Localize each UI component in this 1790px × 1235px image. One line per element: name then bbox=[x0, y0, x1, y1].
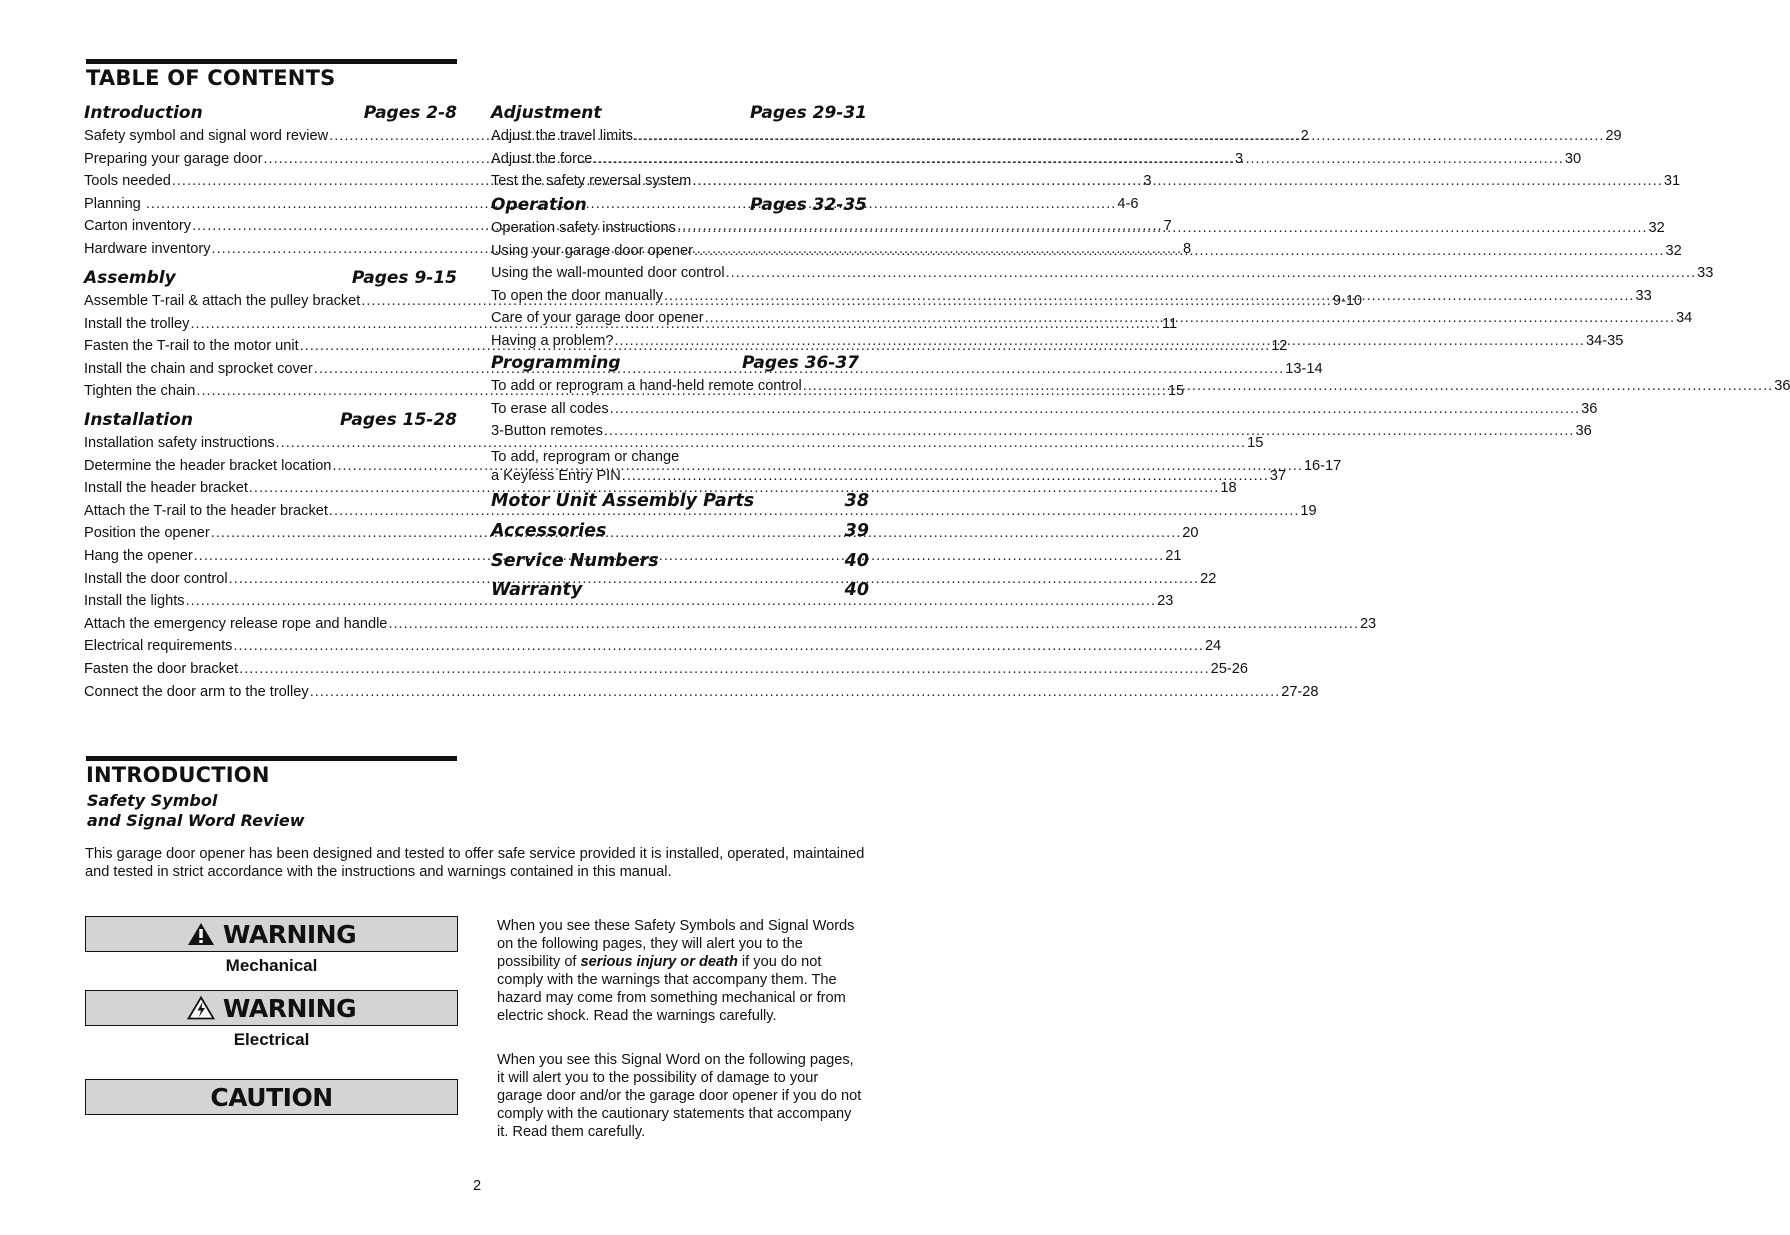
toc-entry-page: 27-28 bbox=[1281, 683, 1319, 700]
toc-entry-page: 19 bbox=[1300, 502, 1317, 519]
warning-word: WARNING bbox=[222, 919, 357, 949]
intro-paragraph: This garage door opener has been designed and tested to offer safe service provided it is installed, operated, maintained and tested in strict accordance with the instructions and warnings contained in this manual. bbox=[85, 846, 865, 880]
toc-section-title: Programming bbox=[491, 353, 621, 373]
toc-entry-text: Attach the T-rail to the header bracket bbox=[84, 502, 328, 519]
toc-major-item-page: 38 bbox=[844, 491, 869, 511]
dot-leader bbox=[615, 333, 1586, 349]
dot-leader bbox=[803, 378, 1774, 394]
dot-leader bbox=[692, 173, 1663, 189]
toc-entry-page: 9-10 bbox=[1332, 293, 1363, 309]
toc-entry-page: 25-26 bbox=[1210, 661, 1248, 677]
lightning-triangle-icon bbox=[187, 996, 215, 1020]
intro-subtitle bbox=[87, 791, 305, 831]
toc-entry-keyless-pin[interactable]: To add, reprogram or change a Keyless Entry PIN ................................................................................................................................ 37 bbox=[491, 449, 1287, 484]
dot-leader bbox=[677, 220, 1648, 236]
toc-entry-text: Determine the header bracket location bbox=[84, 457, 332, 474]
toc-major-item[interactable] bbox=[491, 551, 869, 575]
dot-leader bbox=[310, 684, 1281, 700]
toc-entry[interactable] bbox=[491, 220, 1665, 240]
toc-major-item-title: Warranty bbox=[491, 580, 583, 600]
toc-entry-text: Preparing your garage door bbox=[84, 150, 263, 167]
toc-entry-page: 36 bbox=[1774, 378, 1790, 394]
toc-entry-page: 16-17 bbox=[1303, 457, 1342, 474]
toc-section-pages: Pages 29-31 bbox=[750, 103, 867, 123]
toc-entry-page: 32 bbox=[1665, 242, 1682, 259]
toc-section-pages: Pages 36-37 bbox=[742, 353, 859, 373]
toc-entry-page: 7 bbox=[1163, 218, 1172, 235]
toc-entry-page: 36 bbox=[1581, 400, 1598, 417]
toc-major-item-page: 40 bbox=[844, 580, 869, 600]
dot-leader bbox=[664, 288, 1635, 304]
dot-leader bbox=[694, 243, 1665, 259]
toc-entry-page: 33 bbox=[1697, 265, 1714, 282]
dot-leader bbox=[239, 661, 1210, 677]
toc-entry-line1: To add, reprogram or change bbox=[491, 449, 680, 465]
toc-entry[interactable] bbox=[84, 661, 1248, 681]
toc-entry-text: Hardware inventory bbox=[84, 241, 211, 257]
dot-leader bbox=[705, 310, 1676, 326]
toc-entry-page: 24 bbox=[1204, 638, 1222, 655]
toc-entry-text: Using the wall-mounted door control bbox=[491, 265, 725, 282]
dot-leader bbox=[388, 616, 1359, 632]
toc-major-item[interactable] bbox=[491, 580, 869, 604]
toc-section-pages: Pages 32-35 bbox=[750, 195, 867, 215]
toc-entry-text: Hang the opener bbox=[84, 548, 193, 564]
toc-entry-page: 30 bbox=[1564, 150, 1582, 167]
warning-electrical-box bbox=[85, 990, 458, 1026]
toc-entry-text: Install the door control bbox=[84, 570, 228, 587]
toc-entry-page: 23 bbox=[1359, 615, 1377, 632]
toc-entry-text: Having a problem? bbox=[491, 333, 614, 349]
toc-entry-text: Operation safety instructions bbox=[491, 220, 676, 236]
toc-entry-page: 36 bbox=[1575, 423, 1592, 440]
toc-section-heading bbox=[84, 410, 457, 432]
toc-major-item[interactable] bbox=[491, 521, 869, 545]
warning-word: WARNING bbox=[222, 993, 357, 1023]
toc-entry-text: Attach the emergency release rope and handle bbox=[84, 615, 388, 632]
intro-title: INTRODUCTION bbox=[86, 763, 270, 787]
toc-section-title: Installation bbox=[84, 410, 194, 430]
toc-entry-text: Using your garage door opener bbox=[491, 242, 694, 259]
toc-entry-page: 22 bbox=[1200, 570, 1217, 587]
warning-explanation bbox=[497, 917, 865, 1025]
toc-entry-page: 8 bbox=[1183, 241, 1192, 257]
toc-section-heading bbox=[491, 195, 867, 217]
toc-entry-page: 34 bbox=[1676, 310, 1693, 327]
caution-explanation: When you see this Signal Word on the following pages, it will alert you to the possibility of damage to your garage door and/or the garage door opener if you do not comply with the cautionary statements that accompany it. Read them carefully. bbox=[497, 1052, 862, 1140]
toc-entry[interactable] bbox=[491, 150, 1582, 171]
warning-explanation-text: When you see these Safety Symbols and Signal Words on the following pages, they will alert you to the possibility of bbox=[497, 918, 855, 970]
toc-major-item-title: Motor Unit Assembly Parts bbox=[491, 491, 755, 511]
dot-leader bbox=[726, 265, 1697, 281]
toc-entry-page: 37 bbox=[1269, 468, 1287, 484]
toc-section-heading bbox=[84, 103, 457, 125]
toc-major-item-page: 40 bbox=[844, 551, 869, 571]
toc-entry-page: 12 bbox=[1271, 338, 1288, 355]
toc-entry-page: 29 bbox=[1605, 128, 1622, 144]
toc-entry-page: 21 bbox=[1165, 548, 1182, 564]
intro-subtitle-line1: Safety Symbol bbox=[87, 791, 218, 810]
intro-top-rule bbox=[86, 756, 457, 761]
toc-entry-text: Planning bbox=[84, 195, 145, 212]
toc-entry-page: 4-6 bbox=[1117, 195, 1139, 212]
toc-entry-page: 13-14 bbox=[1285, 360, 1323, 377]
dot-leader bbox=[604, 423, 1575, 439]
toc-entry-text: Tighten the chain bbox=[84, 383, 196, 400]
toc-entry[interactable] bbox=[491, 128, 1622, 148]
toc-entry-page: 20 bbox=[1182, 525, 1199, 542]
toc-entry[interactable] bbox=[84, 593, 1174, 613]
toc-section-pages: Pages 2-8 bbox=[363, 103, 457, 123]
toc-entry-page: 18 bbox=[1220, 480, 1237, 497]
warning-mechanical-caption: Mechanical bbox=[225, 956, 318, 975]
toc-entry-text: Electrical requirements bbox=[84, 638, 233, 655]
toc-entry-text: Care of your garage door opener bbox=[491, 310, 704, 327]
toc-entry[interactable] bbox=[84, 435, 1264, 455]
toc-entry-text: Fasten the door bracket bbox=[84, 661, 239, 677]
toc-entry-text: Install the lights bbox=[84, 593, 185, 610]
toc-entry[interactable] bbox=[84, 615, 1377, 636]
toc-entry-text: Install the header bracket bbox=[84, 480, 248, 497]
toc-entry[interactable] bbox=[84, 683, 1319, 704]
toc-section-pages: Pages 15-28 bbox=[340, 410, 457, 430]
toc-entry-page: 2 bbox=[1300, 128, 1309, 144]
toc-section-title: Assembly bbox=[84, 268, 176, 288]
toc-entry-text: Adjust the travel limits bbox=[491, 128, 633, 144]
toc-entry[interactable] bbox=[491, 400, 1598, 421]
toc-entry-page: 15 bbox=[1247, 435, 1264, 451]
toc-section-heading bbox=[491, 353, 859, 375]
toc-section-title: Adjustment bbox=[491, 103, 602, 123]
toc-entry-page: 33 bbox=[1635, 287, 1652, 304]
toc-entry-text: Adjust the force bbox=[491, 150, 593, 167]
toc-entry-text: To open the door manually bbox=[491, 287, 663, 304]
toc-section-title: Introduction bbox=[84, 103, 203, 123]
toc-entry-text: Installation safety instructions bbox=[84, 435, 275, 451]
toc-entry[interactable] bbox=[491, 265, 1714, 285]
toc-entry-text: Test the safety reversal system bbox=[491, 173, 692, 190]
toc-entry-text: 3-Button remotes bbox=[491, 423, 603, 440]
toc-entry-text: Install the trolley bbox=[84, 315, 190, 332]
toc-section-title: Operation bbox=[491, 195, 587, 215]
toc-entry-text: Connect the door arm to the trolley bbox=[84, 683, 309, 700]
toc-entry-page: 23 bbox=[1157, 593, 1174, 610]
toc-entry-text: To add or reprogram a hand-held remote control bbox=[491, 378, 802, 394]
toc-major-item-title: Accessories bbox=[491, 521, 607, 541]
warning-explanation-text-end: if you do not comply with the warnings that accompany them. The hazard may come from something mechanical or from electric shock. Read the warnings carefully. bbox=[497, 954, 846, 1024]
toc-entry[interactable] bbox=[491, 242, 1682, 263]
toc-entry-page: 3 bbox=[1234, 150, 1244, 167]
toc-entry-page: 11 bbox=[1161, 315, 1178, 332]
toc-entry[interactable] bbox=[84, 502, 1317, 523]
warning-electrical-caption: Electrical bbox=[233, 1030, 310, 1049]
intro-subtitle-line2: and Signal Word Review bbox=[87, 811, 305, 830]
toc-entry-page: 32 bbox=[1648, 220, 1665, 236]
toc-major-item[interactable] bbox=[491, 491, 869, 515]
toc-entry-text: Install the chain and sprocket cover bbox=[84, 360, 313, 377]
dot-leader bbox=[610, 401, 1581, 417]
exclamation-triangle-icon bbox=[187, 922, 215, 946]
toc-major-item-title: Service Numbers bbox=[491, 551, 659, 571]
toc-entry-page: 15 bbox=[1167, 383, 1185, 400]
toc-section-heading bbox=[491, 103, 867, 125]
toc-entry-text: Safety symbol and signal word review bbox=[84, 128, 329, 144]
toc-entry-page: 34-35 bbox=[1586, 333, 1624, 349]
toc-entry-text: Tools needed bbox=[84, 173, 171, 190]
toc-major-item-page: 39 bbox=[844, 521, 869, 541]
warning-mechanical-box bbox=[85, 916, 458, 952]
page-number: 2 bbox=[472, 1178, 482, 1194]
dot-leader bbox=[593, 151, 1564, 167]
toc-entry[interactable] bbox=[84, 480, 1237, 500]
caution-box bbox=[85, 1079, 458, 1115]
toc-title: TABLE OF CONTENTS bbox=[86, 66, 336, 90]
toc-entry-text: Assemble T-rail & attach the pulley bracket bbox=[84, 293, 361, 309]
toc-section-pages: Pages 9-15 bbox=[351, 268, 457, 288]
toc-entry[interactable] bbox=[491, 173, 1681, 193]
toc-entry-page: 3 bbox=[1143, 173, 1152, 190]
warning-explanation-emphasis: serious injury or death bbox=[580, 954, 738, 970]
toc-entry-text: Carton inventory bbox=[84, 218, 192, 235]
toc-section-heading bbox=[84, 268, 457, 290]
toc-entry-line2: a Keyless Entry PIN bbox=[491, 468, 621, 484]
toc-entry-text: Position the opener bbox=[84, 525, 210, 542]
dot-leader bbox=[634, 128, 1605, 144]
dot-leader bbox=[233, 638, 1204, 654]
toc-entry[interactable] bbox=[84, 638, 1222, 658]
toc-entry-text: Fasten the T-rail to the motor unit bbox=[84, 338, 299, 355]
toc-entry-page: 31 bbox=[1663, 173, 1681, 190]
toc-top-rule bbox=[86, 59, 457, 64]
caution-word: CAUTION bbox=[210, 1082, 333, 1112]
toc-entry-text: To erase all codes bbox=[491, 400, 609, 417]
